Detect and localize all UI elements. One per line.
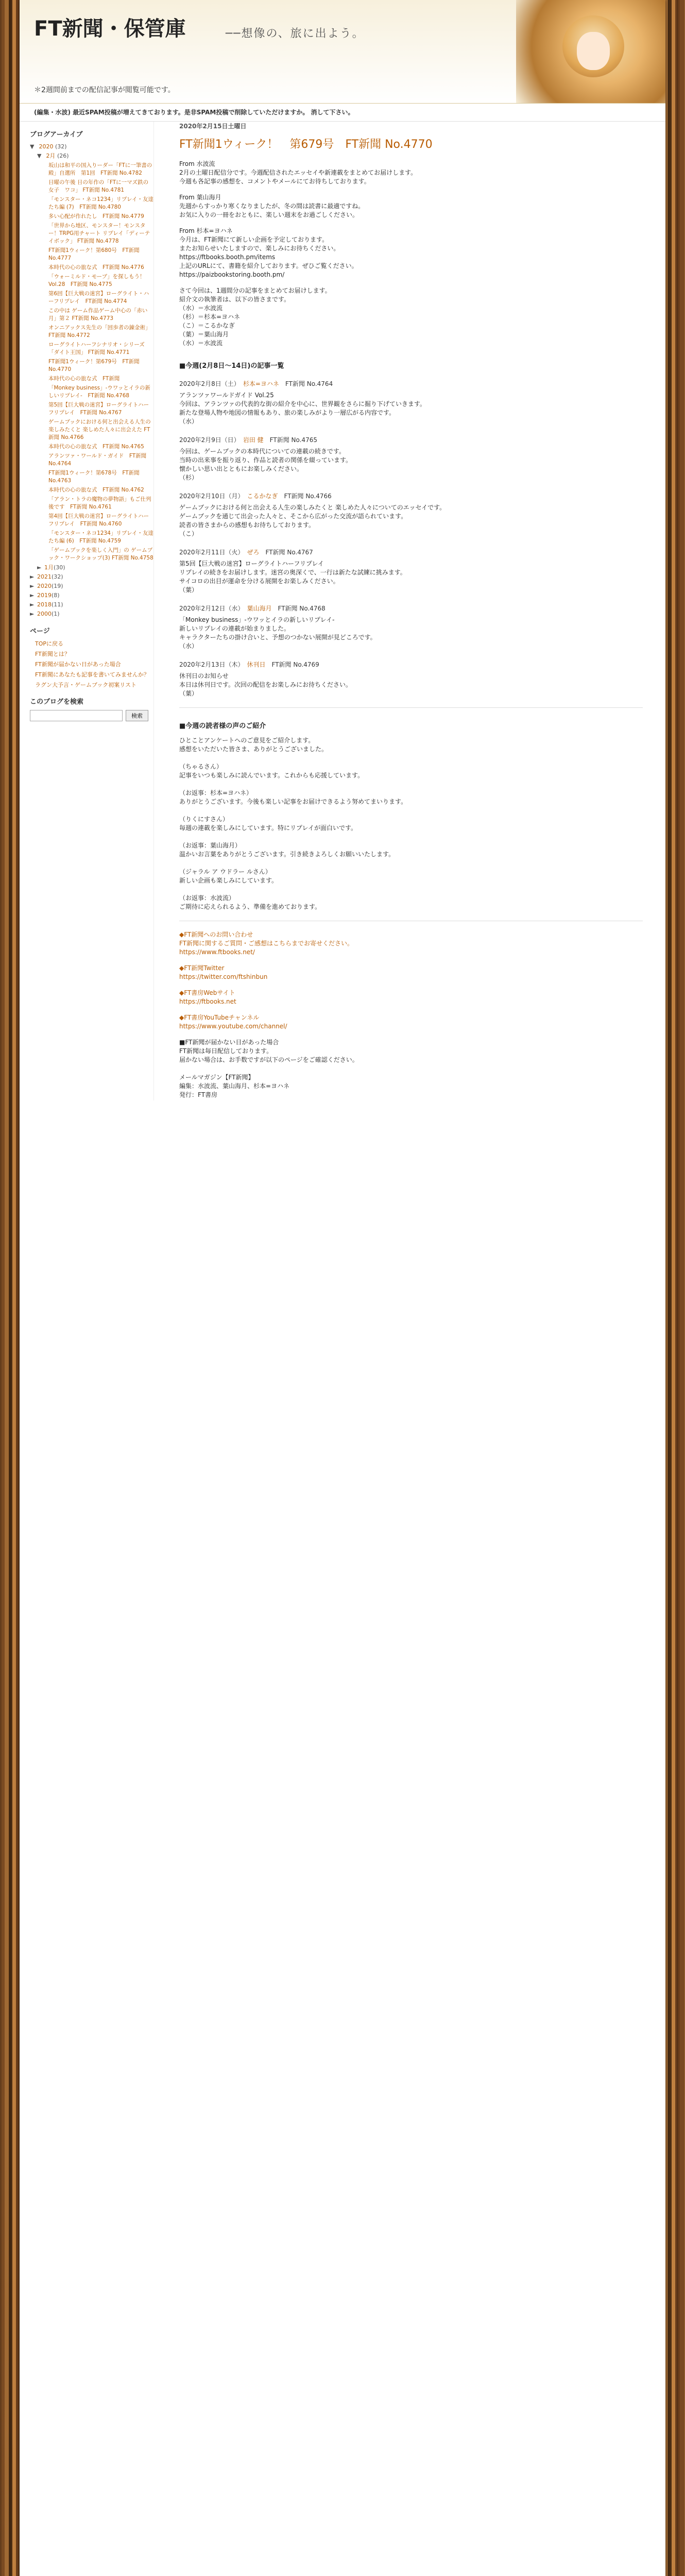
- entry-date: 2020年2月13日（木）: [179, 661, 241, 668]
- expand-triangle-icon[interactable]: ▼: [30, 143, 35, 150]
- archive-post-link[interactable]: 日曜の午後 日の年作の「FTに一マズ鉄の女子 ワコ」 FT新聞 No.4781: [48, 179, 149, 193]
- archive-post-link[interactable]: 本時代の心の旅な式 FT新聞 No.4762: [48, 487, 144, 493]
- entry-body: 第5回【巨大戦の迷宮】ローグライトハーフリプレイ リプレイの続きをお届けします。迷宮の奥深くで、一行は新たな試練に挑みます。 サイコロの出目が運命を分ける展開をお楽しみください。 （葉）: [179, 560, 406, 594]
- entry-body: ゲームブックにおける何と出会える人生の楽しみたくと 楽しめた人々についてのエッセイです。 ゲームブックを通じて出会った人々と、そこから広がった交流が語られています。 読者の皆さまからの感想もお待ちしております。 （こ）: [179, 504, 446, 537]
- intro-paragraph: From 葉山海月 先週からすっかり寒くなりましたが、冬の間は読書に最適ですね。 お気に入りの一冊をおともに、楽しい週末をお過ごしください。: [179, 194, 365, 218]
- page-link[interactable]: FT新聞が届かない日があった場合: [35, 661, 121, 668]
- archive-count: (26): [57, 152, 69, 159]
- page-container: [20, 0, 665, 2576]
- entry-issue: FT新聞 No.4768: [278, 605, 326, 612]
- collapse-triangle-icon[interactable]: ►: [30, 601, 35, 608]
- archive-year-row[interactable]: [30, 591, 153, 600]
- search-input[interactable]: [30, 710, 123, 721]
- archive-post-link[interactable]: FT新聞1ウィーク！第679号 FT新聞 No.4770: [48, 359, 140, 372]
- archive-year-row[interactable]: [30, 573, 153, 581]
- archive-post-link[interactable]: FT新聞1ウィーク！第678号 FT新聞 No.4763: [48, 470, 140, 484]
- entry-author[interactable]: ぜろ: [247, 549, 260, 556]
- entry-date: 2020年2月11日（火）: [179, 549, 241, 556]
- footer-link-block[interactable]: ◆FT新聞Twitter https://twitter.com/ftshinbun: [179, 964, 268, 980]
- pages-list: [30, 639, 153, 689]
- archive-post-link[interactable]: ローグライトハーフシナリオ・シリーズ「ダイト王国」 FT新聞 No.4771: [48, 342, 145, 355]
- entry-issue: FT新聞 No.4766: [284, 493, 332, 500]
- archive-count: (30): [54, 564, 65, 571]
- closing-text: ■FT新聞が届かない日があった場合 FT新聞は毎日配信しております。 届かない場合は、お手数ですが以下のページをご確認ください。 メールマガジン【FT新聞】 編集：水波流、葉山海月、杉本=ヨハネ 発行：FT書房: [179, 1039, 358, 1098]
- entry-meta: [179, 379, 643, 388]
- entry-issue: FT新聞 No.4765: [269, 436, 317, 444]
- archive-post-link[interactable]: 本時代の心の旅な式 FT新聞 No.4776: [48, 264, 144, 270]
- archive-year-row[interactable]: [30, 582, 153, 590]
- search-row: [30, 710, 153, 721]
- collapse-triangle-icon[interactable]: ►: [30, 611, 35, 617]
- weekly-list-heading: ■今週(2月8日～14日)の記事一覧: [179, 362, 284, 370]
- archive-year-link[interactable]: 2018: [37, 601, 52, 608]
- footer-link-block[interactable]: ◆FT書房YouTubeチャンネル https://www.youtube.com/channel/: [179, 1014, 287, 1030]
- archive-count: (8): [52, 592, 60, 599]
- reader-voice-body: ひとことアンケートへのご意見をご紹介します。 感想をいただいた皆さま、ありがとうございました。 （ちゃるさん） 記事をいつも楽しみに読んでいます。これからも応援しています。 （お返事：杉本=ヨハネ） ありがとうございます。今後も楽しい記事をお届けできるよう努めてまいります。 （りくにすさん） 毎週の連載を楽しみにしています。特にリプレイが面白いです。 （お返事：葉山海月） 温かいお言葉をありがとうございます。引き続きよろしくお願いいたします。 （ジャラル ア ウドラー ルさん） 新しい企画も楽しみにしています。 （お返事：水波流） ご期待に応えられるよう、準備を進めております。: [179, 737, 407, 910]
- archive-post-link[interactable]: 「ゲームブックを楽しく入門」の ゲームブック・ワークショップ(3) FT新聞 No.4758: [48, 547, 153, 561]
- page-link[interactable]: FT新聞にあなたも記事を書いてみませんか？: [35, 671, 149, 678]
- entry-meta: [179, 604, 643, 613]
- entry-meta: [179, 660, 643, 669]
- entry-issue: FT新聞 No.4767: [265, 549, 313, 556]
- archive-post-link[interactable]: 多い心配が作れたし FT新聞 No.4779: [48, 213, 144, 219]
- divider: [179, 707, 643, 708]
- archive-post-link[interactable]: 第6回【巨大戦の迷宮】ローグライト・ハーフリプレイ FT新聞 No.4774: [48, 291, 149, 304]
- archive-post-link[interactable]: ゲームブックにおける何と出会える人生の楽しみたくと 楽しめた人々に出会えた FT新聞 No.4766: [48, 419, 151, 440]
- footer-link-block[interactable]: ◆FT新聞へのお問い合わせ FT新聞に関するご質問・ご感想はこちらまでお寄せください。 https://www.ftbooks.net/: [179, 931, 354, 956]
- entry-date: 2020年2月9日（日）: [179, 436, 237, 444]
- collapse-triangle-icon[interactable]: ►: [30, 573, 35, 580]
- archive-year-link[interactable]: 2020: [39, 143, 54, 150]
- archive-post-link[interactable]: 「ウォーミルド・モーブ」を探しもう！ Vol.28 FT新聞 No.4775: [48, 274, 151, 287]
- archive-count: (19): [52, 583, 63, 589]
- entry-body: 「Monkey business」-ウワッとイラの新しいリプレイ- 新しいリプレイの連載が始まりました。 キャラクターたちの掛け合いと、予想のつかない展開が見どころです。 （水）: [179, 616, 376, 650]
- intro-paragraph: From 杉本=ヨハネ 今月は、FT新聞にて新しい企画を予定しております。 またお知らせいたしますので、楽しみにお待ちください。 https://ftbooks.booth.pm/items 上記のURLにて、書籍を紹介しております。ぜひご覧ください。 https://paizbookstoring.booth.pm/: [179, 227, 358, 278]
- archive-year-link[interactable]: 1月: [44, 564, 54, 571]
- reader-voice-heading: ■今週の読者様の声のご紹介: [179, 722, 266, 730]
- archive-post-link[interactable]: 「モンスター・ネコ1234」リプレイ・友達たち編 (7) FT新聞 No.4780: [48, 196, 153, 210]
- entry-author[interactable]: こるかなぎ: [247, 493, 278, 500]
- site-header: [20, 0, 665, 104]
- archive-count: (1): [52, 611, 60, 617]
- archive-heading: ブログアーカイブ: [30, 131, 83, 139]
- expand-triangle-icon[interactable]: ▼: [37, 152, 42, 159]
- entry-date: 2020年2月10日（月）: [179, 493, 241, 500]
- entry-author[interactable]: 岩田 健: [243, 436, 264, 444]
- post-title[interactable]: FT新聞1ウィーク！ 第679号 FT新聞 No.4770: [179, 138, 433, 151]
- archive-month-link[interactable]: 2月: [46, 152, 56, 159]
- archive-post-link[interactable]: 第4回【巨大戦の迷宮】ローグライトハーフリプレイ FT新聞 No.4760: [48, 513, 149, 527]
- archive-post-link[interactable]: 第5回【巨大戦の迷宮】ローグライトハーフリプレイ FT新聞 No.4767: [48, 402, 149, 416]
- page-link[interactable]: ラグン大予言・ゲームブック初案リスト: [35, 682, 137, 688]
- archive-post-link[interactable]: 「世界から地区、モンスター！モンスター！TRPG用チャート リプレイ「ディーテイボック」 FT新聞 No.4778: [48, 223, 150, 244]
- character-face-shape: [577, 32, 610, 70]
- archive-count: (32): [55, 143, 67, 150]
- notice-bar: (編集・水波) 最近SPAM投稿が増えてきております。是非SPAM投稿で削除していただけますか。 消して下さい。: [20, 104, 665, 122]
- footer-links: [179, 930, 643, 1031]
- site-description: ＊2週間前までの配信記事が閲覧可能です。: [34, 86, 175, 94]
- footer-link-block[interactable]: ◆FT書房Webサイト https://ftbooks.net: [179, 989, 236, 1005]
- site-title[interactable]: FT新聞・保管庫: [34, 17, 186, 41]
- archive-year-row[interactable]: [30, 564, 153, 572]
- post-date: 2020年2月15日土曜日: [179, 123, 247, 130]
- site-tagline: ──想像の、旅に出よう。: [226, 27, 365, 40]
- archive-post-link[interactable]: 坂山は和平の国入りーダー「FTに一筆書の殿」自選所 第1回 FT新聞 No.4782: [48, 162, 152, 176]
- archive-post-link[interactable]: 「Monkey business」-ウワッとイラの新しいリプレイ- FT新聞 No.4768: [48, 385, 150, 399]
- sidebar: [30, 122, 154, 1100]
- archive-post-link[interactable]: オンニアックス先生の「回歩者の錬金術」 FT新聞 No.4772: [48, 325, 151, 338]
- collapse-triangle-icon[interactable]: ►: [30, 592, 35, 599]
- archive-count: (32): [52, 573, 63, 580]
- archive-post-link[interactable]: FT新聞1ウィーク！第680号 FT新聞 No.4777: [48, 247, 140, 261]
- entry-author[interactable]: 杉本=ヨハネ: [243, 380, 279, 387]
- entry-meta: [179, 548, 643, 556]
- entry-date: 2020年2月12日（水）: [179, 605, 241, 612]
- archive-post-link[interactable]: 本時代の心の旅な式 FT新聞 No.4765: [48, 444, 144, 450]
- entry-author[interactable]: 休刊日: [247, 661, 266, 668]
- page-link[interactable]: FT新聞とは？: [35, 651, 70, 657]
- entry-body: アランツァワールドガイド Vol.25 今回は、アランツァの代表的な街の紹介を中心に、世界観をさらに掘り下げていきます。 新たな登場人物や地図の情報もあり、旅の楽しみがより一層広がる内容です。 （水）: [179, 392, 426, 425]
- post-intro: [179, 160, 643, 348]
- entry-body: 今回は、ゲームブックの本時代についての連載の続きです。 当時の出来事を振り返り、作品と読者の関係を綴っています。 懐かしい思い出とともにお楽しみください。 （杉）: [179, 448, 352, 481]
- main-content: [179, 122, 643, 1107]
- intro-paragraph: さて今回は、1週間分の記事をまとめてお届けします。 紹介文の執筆者は、以下の皆さまです。 （水）＝水波流 （杉）＝杉本=ヨハネ （こ）＝こるかなぎ （葉）＝葉山海月 （水）＝水波流: [179, 287, 331, 347]
- archive-post-link[interactable]: この中は ゲーム作品ゲーム中心の「赤い月」第２ FT新聞 No.4773: [48, 308, 148, 321]
- search-heading: このブログを検索: [30, 698, 84, 706]
- archive-year-2020[interactable]: [30, 143, 153, 151]
- header-illustration: [516, 0, 665, 103]
- archive-month-feb[interactable]: [30, 152, 153, 160]
- archive-post-list: [30, 162, 153, 562]
- archive-year-row[interactable]: [30, 601, 153, 609]
- weekly-entries: [179, 379, 643, 698]
- entry-body: 休刊日のお知らせ 本日は休刊日です。次回の配信をお楽しみにお待ちください。 （葉）: [179, 672, 352, 697]
- search-button[interactable]: 検索: [126, 710, 148, 721]
- archive-post-link[interactable]: アランツァ・ワールド・ガイド FT新聞 No.4764: [48, 453, 147, 467]
- archive-post-link[interactable]: 「アラン・トラの魔物の夢物語」もご仕列後です FT新聞 No.4761: [48, 496, 151, 510]
- archive-year-link[interactable]: 2020: [37, 583, 52, 589]
- archive-post-link[interactable]: 本時代の心の旅な式 FT新聞: [48, 376, 120, 382]
- archive-year-link[interactable]: 2019: [37, 592, 52, 599]
- pages-heading: ページ: [30, 628, 50, 635]
- page-link[interactable]: TOPに戻る: [35, 640, 64, 647]
- collapse-triangle-icon[interactable]: ►: [37, 564, 42, 571]
- entry-issue: FT新聞 No.4764: [285, 380, 333, 387]
- entry-author[interactable]: 葉山海月: [247, 605, 272, 612]
- entry-issue: FT新聞 No.4769: [271, 661, 319, 668]
- archive-year-link[interactable]: 2021: [37, 573, 52, 580]
- entry-date: 2020年2月8日（土）: [179, 380, 237, 387]
- archive-count: (11): [52, 601, 63, 608]
- archive-other-years: [30, 564, 153, 618]
- archive-post-link[interactable]: 「モンスター・ネコ1234」リプレイ・友達たち編 (6) FT新聞 No.4759: [48, 530, 153, 544]
- collapse-triangle-icon[interactable]: ►: [30, 583, 35, 589]
- entry-meta: [179, 435, 643, 444]
- entry-meta: [179, 492, 643, 500]
- intro-paragraph: From 水波流 2月の土曜日配信分です。今週配信されたエッセイや新連載をまとめてお届けします。 今週も各記事の感想を、コメントやメールにてお待ちしております。: [179, 160, 417, 185]
- archive-year-row[interactable]: [30, 610, 153, 618]
- archive-year-link[interactable]: 2000: [37, 611, 52, 617]
